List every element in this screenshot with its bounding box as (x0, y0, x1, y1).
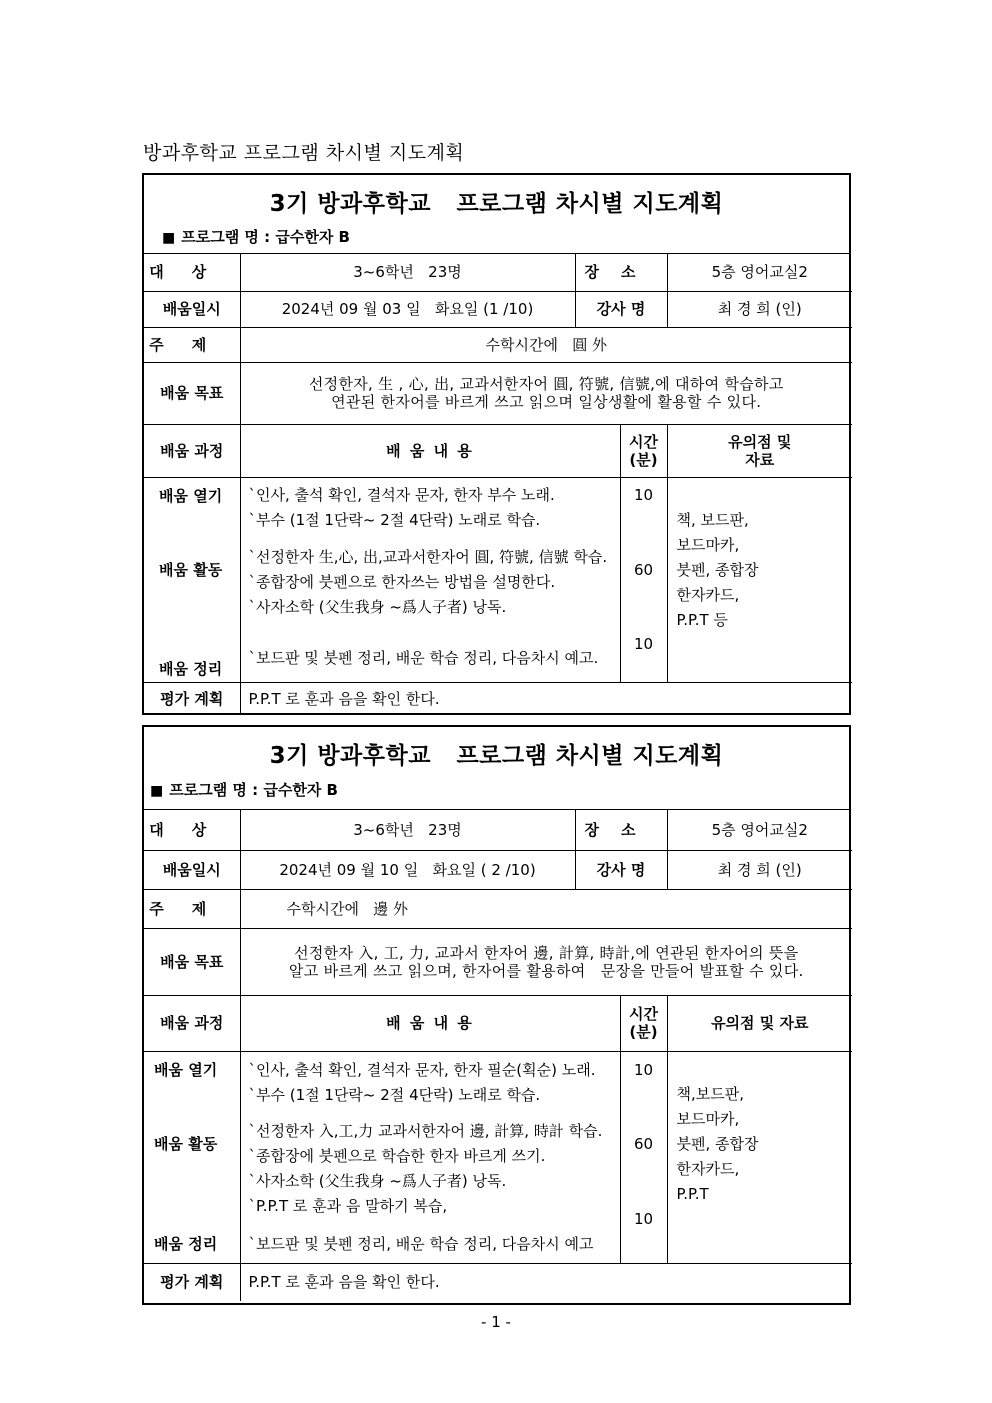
material-item: 보드마카, (676, 1109, 740, 1128)
goal-line: 선정한자, 生 , 心, 出, 교과서한자어 圓, 符號, 信號,에 대하여 학습하고 (308, 375, 784, 393)
materials-header: 유의점 및 자료 (667, 424, 852, 477)
content-line: `부수 (1절 1단락~ 2절 4단락) 노래로 학습. (248, 1085, 541, 1104)
goal-label: 배움 목표 (144, 928, 240, 995)
materials-list (667, 1051, 852, 1263)
square-bullet-icon: ■ (162, 230, 176, 246)
page-number: - 1 - (481, 1313, 511, 1331)
process-steps (144, 1051, 240, 1263)
content-line: `보드판 및 붓펜 정리, 배운 학습 정리, 다음차시 예고. (248, 648, 599, 667)
teacher-label: 강사 명 (575, 291, 667, 327)
goal-value (240, 362, 852, 424)
document-title: 방과후학교 프로그램 차시별 지도계획 (143, 142, 465, 164)
plan-header (144, 175, 849, 254)
topic-value: 수학시간에 圓 外 (240, 327, 852, 362)
topic-label: 주제 (144, 889, 240, 928)
step-close-label: 배움 정리 (159, 659, 223, 678)
time-values (620, 1051, 667, 1263)
goal-value (240, 928, 852, 995)
evaluation-label: 평가 계획 (144, 682, 240, 715)
content-line: `선정한자 生,心, 出,교과서한자어 圓, 符號, 信號 학습. (248, 547, 608, 566)
process-label: 배움 과정 (144, 424, 240, 477)
content-line: `부수 (1절 1단락~ 2절 4단락) 노래로 학습. (248, 510, 541, 529)
step-activity-label: 배움 활동 (154, 1134, 218, 1153)
content-line: `인사, 출석 확인, 결석자 문자, 한자 부수 노래. (248, 485, 555, 504)
material-item: 한자카드, (676, 585, 740, 604)
material-item: 보드마카, (676, 535, 740, 554)
evaluation-value: P.P.T 로 훈과 음을 확인 한다. (240, 682, 852, 715)
time-value: 10 (633, 485, 654, 504)
step-activity-label: 배움 활동 (159, 560, 223, 579)
content-lines (240, 1051, 620, 1263)
step-open-label: 배움 열기 (154, 1060, 218, 1079)
date-label: 배움일시 (144, 850, 240, 889)
place-label: 장소 (575, 254, 667, 291)
square-bullet-icon: ■ (150, 783, 164, 799)
place-value: 5층 영어교실2 (667, 810, 852, 850)
time-value: 10 (633, 1209, 654, 1228)
material-item: P.P.T (676, 1184, 709, 1203)
teacher-value: 최 경 희 (인) (667, 291, 852, 327)
process-steps (144, 477, 240, 682)
place-value: 5층 영어교실2 (667, 254, 852, 291)
target-label: 대상 (144, 254, 240, 291)
plan-title: 3기 방과후학교 프로그램 차시별 지도계획 (269, 743, 724, 769)
plan-table (144, 810, 852, 1301)
goal-label: 배움 목표 (144, 362, 240, 424)
content-lines (240, 477, 620, 682)
evaluation-value: P.P.T 로 훈과 음을 확인 한다. (240, 1263, 852, 1301)
topic-label: 주제 (144, 327, 240, 362)
content-line: `선정한자 入,工,力 교과서한자어 邊, 計算, 時計 학습. (248, 1121, 603, 1140)
goal-line: 알고 바르게 쓰고 읽으며, 한자어를 활용하여 문장을 만들어 발표할 수 있다. (288, 961, 804, 980)
content-line: `보드판 및 붓펜 정리, 배운 학습 정리, 다음차시 예고 (248, 1234, 594, 1253)
target-label: 대상 (144, 810, 240, 850)
time-header: 시간 (분) (620, 995, 667, 1051)
material-item: P.P.T 등 (676, 610, 728, 629)
content-line: `종합장에 붓펜으로 학습한 한자 바르게 쓰기. (248, 1146, 546, 1165)
goal-line: 연관된 한자어를 바르게 쓰고 읽으며 일상생활에 활용할 수 있다. (331, 393, 762, 411)
content-line: `P.P.T 로 훈과 음 말하기 복습, (248, 1196, 448, 1215)
evaluation-label: 평가 계획 (144, 1263, 240, 1301)
content-header: 배 움 내 용 (240, 424, 620, 477)
materials-header: 유의점 및 자료 (667, 995, 852, 1051)
plan-title: 3기 방과후학교 프로그램 차시별 지도계획 (269, 191, 724, 217)
target-value: 3~6학년 23명 (240, 810, 575, 850)
time-value: 10 (633, 1060, 654, 1079)
process-label: 배움 과정 (144, 995, 240, 1051)
time-value: 10 (633, 634, 654, 653)
date-label: 배움일시 (144, 291, 240, 327)
content-line: `사자소학 (父生我身 ~爲人子者) 낭독. (248, 1171, 507, 1190)
goal-line: 선정한자 入, 工, 力, 교과서 한자어 邊, 計算, 時計,에 연관된 한자어의 뜻을 (294, 943, 799, 962)
date-value: 2024년 09 월 03 일 화요일 (1 /10) (240, 291, 575, 327)
time-header: 시간 (분) (620, 424, 667, 477)
lesson-plan-2 (142, 725, 851, 1305)
material-item: 붓펜, 종합장 (676, 1134, 759, 1153)
content-header: 배 움 내 용 (240, 995, 620, 1051)
material-item: 책, 보드판, (676, 510, 749, 529)
place-label: 장소 (575, 810, 667, 850)
topic-value: 수학시간에 邊 外 (240, 889, 852, 928)
content-line: `인사, 출석 확인, 결석자 문자, 한자 필순(획순) 노래. (248, 1060, 596, 1079)
teacher-label: 강사 명 (575, 850, 667, 889)
teacher-value: 최 경 희 (인) (667, 850, 852, 889)
date-value: 2024년 09 월 10 일 화요일 ( 2 /10) (240, 850, 575, 889)
material-item: 붓펜, 종합장 (676, 560, 759, 579)
material-item: 책,보드판, (676, 1084, 745, 1103)
step-close-label: 배움 정리 (154, 1234, 218, 1253)
plan-table (144, 254, 852, 715)
lesson-plan-1 (142, 173, 851, 715)
plan-header (144, 727, 849, 810)
time-values (620, 477, 667, 682)
time-value: 60 (633, 1134, 654, 1153)
program-name: ■ 프로그램 명 : 급수한자 B (150, 781, 338, 799)
time-value: 60 (633, 560, 654, 579)
target-value: 3~6학년 23명 (240, 254, 575, 291)
content-line: `종합장에 붓펜으로 한자쓰는 방법을 설명한다. (248, 572, 556, 591)
content-line: `사자소학 (父生我身 ~爲人子者) 낭독. (248, 597, 507, 616)
materials-list (667, 477, 852, 682)
program-name: ■ 프로그램 명 : 급수한자 B (162, 228, 350, 246)
step-open-label: 배움 열기 (159, 486, 223, 505)
material-item: 한자카드, (676, 1159, 740, 1178)
